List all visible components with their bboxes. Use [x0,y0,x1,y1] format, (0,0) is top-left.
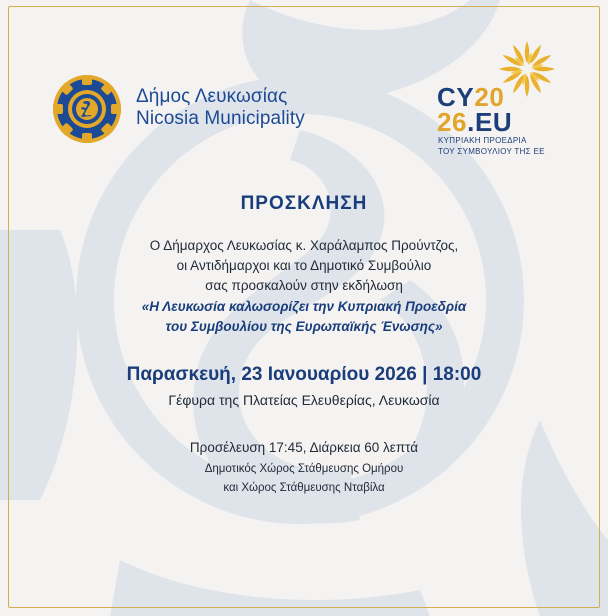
parking-line-1: Δημοτικός Χώρος Στάθμευσης Ομήρου [204,463,404,475]
wordmark-26: 26 [437,107,468,137]
presidency-subtitle-line1: ΚΥΠΡΙΑΚΗ ΠΡΟΕΔΡΙΑ [438,136,527,145]
event-title-line-1: «Η Λευκωσία καλωσορίζει την Κυπριακή Προεδρία [141,299,467,314]
parking-line-2: και Χώρος Στάθμευσης Νταβίλα [223,482,385,494]
wordmark-cy: CY [437,82,475,112]
cy2026-wordmark [437,82,513,137]
intro-line-1: Ο Δήμαρχος Λευκωσίας κ. Χαράλαμπος Πρoύντζος, [149,238,459,253]
municipality-name-greek: Δήμος Λευκωσίας [136,86,288,107]
presidency-subtitle-line2: ΤΟΥ ΣΥΜΒΟΥΛΙΟΥ ΤΗΣ ΕΕ [438,147,545,156]
municipality-name [136,86,305,130]
invitation-title: ΠΡΟΣΚΛΗΣΗ [240,193,368,214]
intro-line-2: οι Αντιδήμαρχοι και το Δημοτικό Συμβούλιο [176,258,432,273]
arrival-duration: Προσέλευση 17:45, Διάρκεια 60 λεπτά [189,440,419,455]
intro-line-3: σας προσκαλούν στην εκδήλωση [205,278,403,293]
event-title-line-2: του Συμβουλίου της Ευρωπαϊκής Ένωσης» [165,319,443,334]
municipality-name-english: Nicosia Municipality [136,108,305,129]
event-date-time: Παρασκευή, 23 Ιανουαρίου 2026 | 18:00 [126,364,482,385]
wordmark-eu: .EU [467,107,513,137]
event-venue: Γέφυρα της Πλατείας Ελευθερίας, Λευκωσία [168,392,440,408]
presidency-subtitle [438,135,545,157]
wordmark-20: 20 [474,82,505,112]
nicosia-emblem-icon [50,72,124,146]
